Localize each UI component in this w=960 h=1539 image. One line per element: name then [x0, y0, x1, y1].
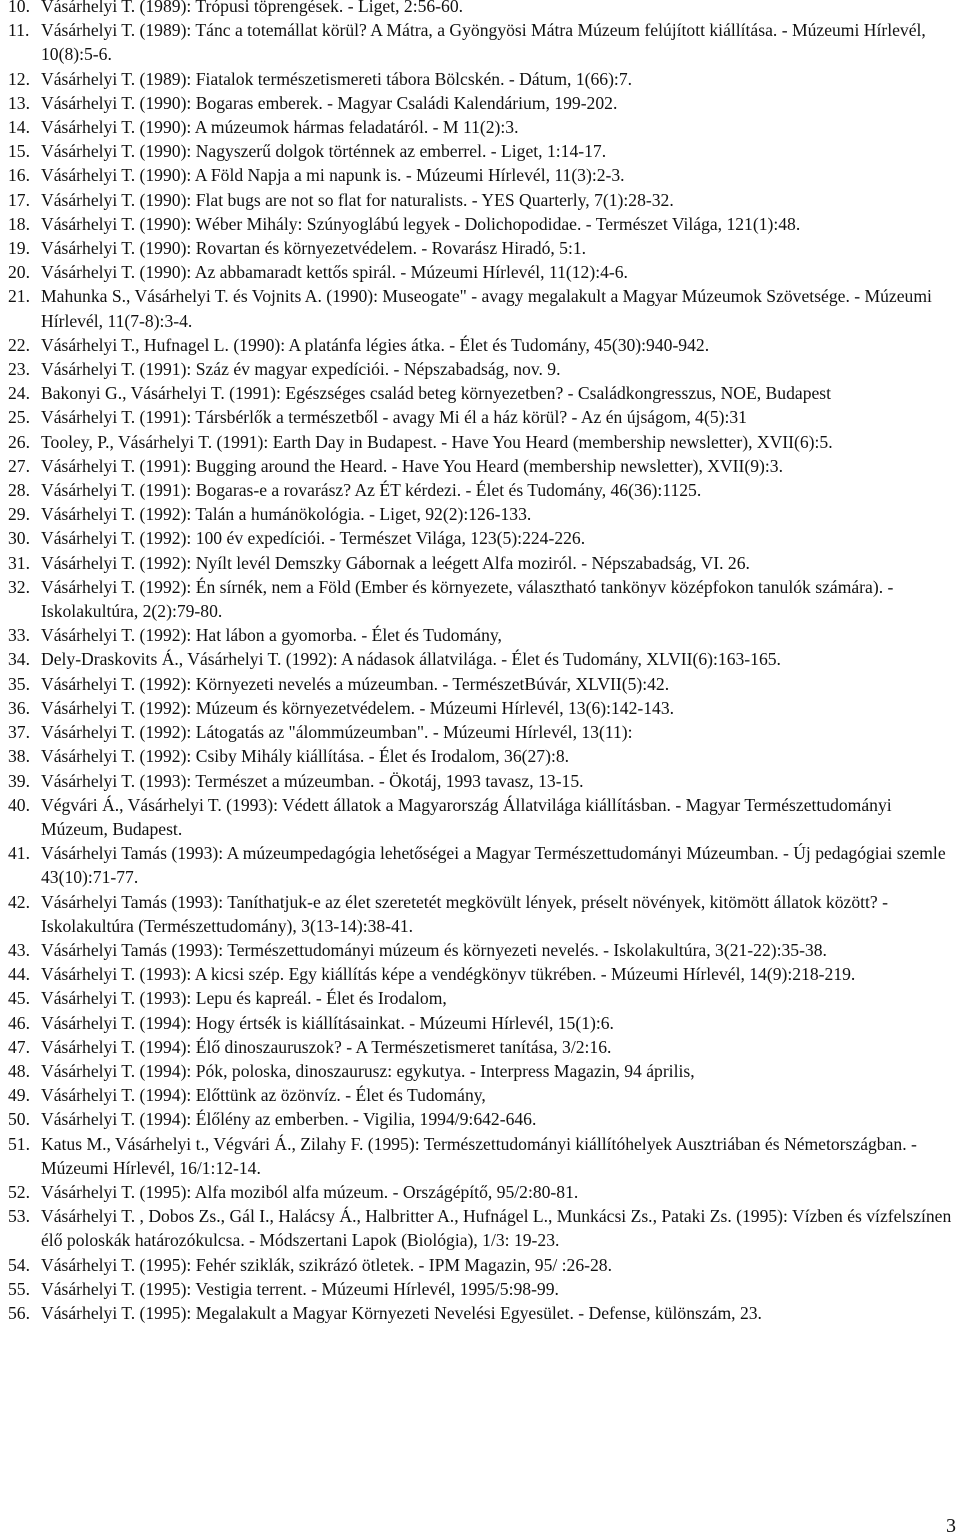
- reference-item: [8, 1301, 954, 1325]
- reference-text: Vásárhelyi T. (1991): Bugging around the Heard. - Have You Heard (membership newsletter), XVII(9):3.: [41, 455, 783, 476]
- reference-item: [8, 478, 954, 502]
- reference-text: Bakonyi G., Vásárhelyi T. (1991): Egészséges család beteg környezetben? - Családkongresszus, NOE, Budapest: [41, 383, 832, 404]
- reference-item: [8, 1253, 954, 1277]
- reference-number: 37.: [8, 722, 30, 743]
- reference-text: Vásárhelyi T. (1990): A Föld Napja a mi napunk is. - Múzeumi Hírlevél, 11(3):2-3.: [41, 165, 625, 186]
- reference-item: [8, 260, 954, 284]
- reference-number: 56.: [8, 1302, 30, 1323]
- reference-text: Vásárhelyi T. (1992): Múzeum és környezetvédelem. - Múzeumi Hírlevél, 13(6):142-143.: [41, 697, 675, 718]
- reference-number: 44.: [8, 964, 30, 985]
- reference-text: Vásárhelyi T. (1992): Hat lábon a gyomorba. - Élet és Tudomány,: [41, 625, 502, 646]
- reference-number: 53.: [8, 1206, 30, 1227]
- reference-number: 13.: [8, 92, 30, 113]
- reference-number: 51.: [8, 1133, 30, 1154]
- reference-text: Vásárhelyi T. (1994): Hogy értsék is kiállításainkat. - Múzeumi Hírlevél, 15(1):6.: [41, 1012, 614, 1033]
- reference-item: [8, 744, 954, 768]
- reference-item: [8, 212, 954, 236]
- reference-number: 40.: [8, 794, 30, 815]
- reference-item: [8, 672, 954, 696]
- reference-text: Katus M., Vásárhelyi t., Végvári Á., Zilahy F. (1995): Természettudományi kiállítóhelyek Ausztriában és Németországban. - Múzeumi Hírlevél, 16/1:12-14.: [41, 1133, 917, 1178]
- reference-text: Vásárhelyi T. (1993): Lepu és kapreál. - Élet és Irodalom,: [41, 988, 447, 1009]
- reference-text: Vásárhelyi T. , Dobos Zs., Gál I., Halácsy Á., Halbritter A., Hufnágel L., Munkácsi Zs., Pataki Zs. (1995): Vízben és vízfelszínen élő poloskák határozókulcsa. - Módszertani Lapok (Biológia), 1/3: 19-23.: [41, 1206, 952, 1251]
- reference-item: [8, 0, 954, 18]
- reference-number: 46.: [8, 1012, 30, 1033]
- reference-item: [8, 67, 954, 91]
- reference-item: [8, 769, 954, 793]
- reference-text: Vásárhelyi T. (1993): Természet a múzeumban. - Ökotáj, 1993 tavasz, 13-15.: [41, 770, 584, 791]
- reference-text: Vásárhelyi T. (1994): Élőlény az emberben. - Vigilia, 1994/9:642-646.: [41, 1109, 537, 1130]
- reference-text: Vásárhelyi T. (1992): Talán a humánökológia. - Liget, 92(2):126-133.: [41, 504, 532, 525]
- reference-item: [8, 1083, 954, 1107]
- reference-item: [8, 647, 954, 671]
- reference-text: Vásárhelyi T. (1989): Tánc a totemállat körül? A Mátra, a Gyöngyösi Mátra Múzeum felújított kiállítása. - Múzeumi Hírlevél, 10(8):5-6.: [41, 20, 926, 65]
- reference-item: [8, 551, 954, 575]
- reference-number: 10.: [8, 0, 30, 16]
- reference-item: [8, 381, 954, 405]
- reference-number: 33.: [8, 625, 30, 646]
- reference-text: Vásárhelyi T. (1995): Alfa moziból alfa múzeum. - Országépítő, 95/2:80-81.: [41, 1181, 579, 1202]
- reference-list: [8, 0, 954, 1325]
- reference-number: 36.: [8, 697, 30, 718]
- reference-number: 22.: [8, 334, 30, 355]
- reference-number: 31.: [8, 552, 30, 573]
- reference-number: 55.: [8, 1278, 30, 1299]
- reference-text: Végvári Á., Vásárhelyi T. (1993): Védett állatok a Magyarország Állatvilága kiállításban. - Magyar Természettudományi Múzeum, Budapest.: [41, 794, 892, 839]
- reference-item: [8, 623, 954, 647]
- reference-text: Vásárhelyi T. (1990): Az abbamaradt kettős spirál. - Múzeumi Hírlevél, 11(12):4-6.: [41, 262, 628, 283]
- reference-number: 41.: [8, 843, 30, 864]
- reference-text: Vásárhelyi T. (1992): Én sírnék, nem a Föld (Ember és környezete, választható tankönyv középfokon tanulók számára). - Iskolakultúra, 2(2):79-80.: [41, 576, 894, 622]
- reference-item: [8, 502, 954, 526]
- reference-number: 38.: [8, 746, 30, 767]
- reference-number: 16.: [8, 165, 30, 186]
- reference-number: 12.: [8, 68, 30, 89]
- reference-item: [8, 1277, 954, 1301]
- reference-item: [8, 284, 954, 332]
- reference-number: 18.: [8, 213, 30, 234]
- reference-text: Vásárhelyi T. (1992): Csiby Mihály kiállítása. - Élet és Irodalom, 36(27):8.: [41, 746, 570, 767]
- reference-text: Vásárhelyi T. (1994): Előttünk az özönvíz. - Élet és Tudomány,: [41, 1085, 486, 1106]
- reference-text: Vásárhelyi T. (1995): Fehér sziklák, szikrázó ötletek. - IPM Magazin, 95/ :26-28.: [41, 1254, 612, 1275]
- reference-text: Vásárhelyi T. (1991): Száz év magyar expedíciói. - Népszabadság, nov. 9.: [41, 359, 561, 380]
- reference-item: [8, 1107, 954, 1131]
- reference-text: Vásárhelyi Tamás (1993): Természettudományi múzeum és környezeti nevelés. - Iskolakultúra, 3(21-22):35-38.: [41, 939, 827, 960]
- reference-item: [8, 405, 954, 429]
- reference-number: 49.: [8, 1085, 30, 1106]
- reference-text: Vásárhelyi T. (1994): Pók, poloska, dinoszaurusz: egykutya. - Interpress Magazin, 94 április,: [41, 1060, 695, 1081]
- reference-number: 21.: [8, 286, 30, 307]
- reference-item: [8, 1132, 954, 1180]
- reference-item: [8, 430, 954, 454]
- reference-number: 25.: [8, 407, 30, 428]
- reference-text: Vásárhelyi T. (1993): A kicsi szép. Egy kiállítás képe a vendégkönyv tükrében. - Múzeumi Hírlevél, 14(9):218-219.: [41, 964, 856, 985]
- reference-number: 23.: [8, 359, 30, 380]
- reference-number: 26.: [8, 431, 30, 452]
- reference-item: [8, 841, 954, 889]
- reference-number: 54.: [8, 1254, 30, 1275]
- reference-text: Vásárhelyi T. (1994): Élő dinoszauruszok? - A Természetismeret tanítása, 3/2:16.: [41, 1036, 612, 1057]
- reference-text: Vásárhelyi T. (1992): Nyílt levél Demszky Gábornak a leégett Alfa moziról. - Népszabadság, VI. 26.: [41, 552, 750, 573]
- reference-number: 29.: [8, 504, 30, 525]
- reference-text: Vásárhelyi T. (1990): Bogaras emberek. - Magyar Családi Kalendárium, 199-202.: [41, 92, 618, 113]
- reference-text: Vásárhelyi Tamás (1993): A múzeumpedagógia lehetőségei a Magyar Természettudományi Múzeumban. - Új pedagógiai szemle 43(10):71-77.: [41, 843, 946, 888]
- reference-text: Vásárhelyi T. (1995): Megalakult a Magyar Környezeti Nevelési Egyesület. - Defense, különszám, 23.: [41, 1302, 762, 1323]
- reference-number: 30.: [8, 528, 30, 549]
- reference-item: [8, 188, 954, 212]
- reference-number: 19.: [8, 238, 30, 259]
- reference-item: [8, 720, 954, 744]
- reference-number: 15.: [8, 141, 30, 162]
- reference-text: Vásárhelyi T. (1990): Rovartan és környezetvédelem. - Rovarász Hiradó, 5:1.: [41, 238, 587, 259]
- reference-number: 48.: [8, 1060, 30, 1081]
- reference-number: 14.: [8, 117, 30, 138]
- reference-text: Tooley, P., Vásárhelyi T. (1991): Earth Day in Budapest. - Have You Heard (membership newsletter), XVII(6):5.: [41, 431, 833, 452]
- reference-text: Mahunka S., Vásárhelyi T. és Vojnits A. (1990): Museogate" - avagy megalakult a Magyar Múzeumok Szövetsége. - Múzeumi Hírlevél, 11(7-8):3-4.: [41, 286, 932, 331]
- reference-text: Vásárhelyi T. (1990): Flat bugs are not so flat for naturalists. - YES Quarterly, 7(1):28-32.: [41, 189, 674, 210]
- reference-item: [8, 357, 954, 381]
- reference-text: Vásárhelyi T. (1991): Bogaras-e a rovarász? Az ÉT kérdezi. - Élet és Tudomány, 46(36):1125.: [41, 480, 702, 501]
- reference-item: [8, 1035, 954, 1059]
- reference-number: 24.: [8, 383, 30, 404]
- reference-text: Vásárhelyi T. (1992): Látogatás az "álommúzeumban". - Múzeumi Hírlevél, 13(11):: [41, 722, 633, 743]
- reference-item: [8, 454, 954, 478]
- reference-number: 52.: [8, 1181, 30, 1202]
- reference-number: 42.: [8, 891, 30, 912]
- reference-number: 20.: [8, 262, 30, 283]
- reference-item: [8, 526, 954, 550]
- reference-number: 17.: [8, 189, 30, 210]
- reference-item: [8, 333, 954, 357]
- reference-number: 43.: [8, 939, 30, 960]
- reference-number: 11.: [8, 20, 30, 41]
- reference-text: Vásárhelyi T., Hufnagel L. (1990): A platánfa légies átka. - Élet és Tudomány, 45(30):940-942.: [41, 334, 710, 355]
- reference-item: [8, 18, 954, 66]
- reference-item: [8, 986, 954, 1010]
- reference-text: Vásárhelyi T. (1990): Wéber Mihály: Szúnyoglábú legyek - Dolichopodidae. - Természet Világa, 121(1):48.: [41, 213, 801, 234]
- reference-item: [8, 1059, 954, 1083]
- reference-item: [8, 890, 954, 938]
- reference-number: 50.: [8, 1109, 30, 1130]
- reference-item: [8, 115, 954, 139]
- reference-text: Vásárhelyi T. (1989): Fiatalok természetismereti tábora Bölcskén. - Dátum, 1(66):7.: [41, 68, 633, 89]
- reference-item: [8, 962, 954, 986]
- reference-item: [8, 1180, 954, 1204]
- reference-item: [8, 1011, 954, 1035]
- reference-text: Dely-Draskovits Á., Vásárhelyi T. (1992): A nádasok állatvilága. - Élet és Tudomány, XLVII(6):163-165.: [41, 649, 781, 670]
- reference-item: [8, 793, 954, 841]
- reference-number: 32.: [8, 576, 30, 597]
- reference-item: [8, 139, 954, 163]
- reference-text: Vásárhelyi T. (1995): Vestigia terrent. - Múzeumi Hírlevél, 1995/5:98-99.: [41, 1278, 559, 1299]
- reference-item: [8, 1204, 954, 1252]
- reference-item: [8, 575, 954, 623]
- reference-item: [8, 696, 954, 720]
- reference-text: Vásárhelyi T. (1990): Nagyszerű dolgok történnek az emberrel. - Liget, 1:14-17.: [41, 141, 607, 162]
- page-number: 3: [946, 1515, 956, 1537]
- reference-text: Vásárhelyi T. (1990): A múzeumok hármas feladatáról. - M 11(2):3.: [41, 117, 519, 138]
- reference-text: Vásárhelyi T. (1992): 100 év expedíciói. - Természet Világa, 123(5):224-226.: [41, 528, 586, 549]
- reference-number: 28.: [8, 480, 30, 501]
- reference-text: Vásárhelyi T. (1992): Környezeti nevelés a múzeumban. - TermészetBúvár, XLVII(5):42.: [41, 673, 670, 694]
- reference-text: Vásárhelyi T. (1991): Társbérlők a természetből - avagy Mi él a ház körül? - Az én újságom, 4(5):31: [41, 407, 747, 428]
- reference-number: 35.: [8, 673, 30, 694]
- reference-item: [8, 91, 954, 115]
- reference-number: 45.: [8, 988, 30, 1009]
- reference-number: 39.: [8, 770, 30, 791]
- reference-number: 27.: [8, 455, 30, 476]
- reference-item: [8, 163, 954, 187]
- reference-number: 47.: [8, 1036, 30, 1057]
- reference-text: Vásárhelyi Tamás (1993): Taníthatjuk-e az élet szeretetét megkövült lények, préselt növények, kitömött állatok között? - Iskolakultúra (Természettudomány), 3(13-14):38-41.: [41, 891, 888, 936]
- reference-item: [8, 236, 954, 260]
- reference-text: Vásárhelyi T. (1989): Trópusi töprengések. - Liget, 2:56-60.: [41, 0, 464, 16]
- reference-number: 34.: [8, 649, 30, 670]
- reference-item: [8, 938, 954, 962]
